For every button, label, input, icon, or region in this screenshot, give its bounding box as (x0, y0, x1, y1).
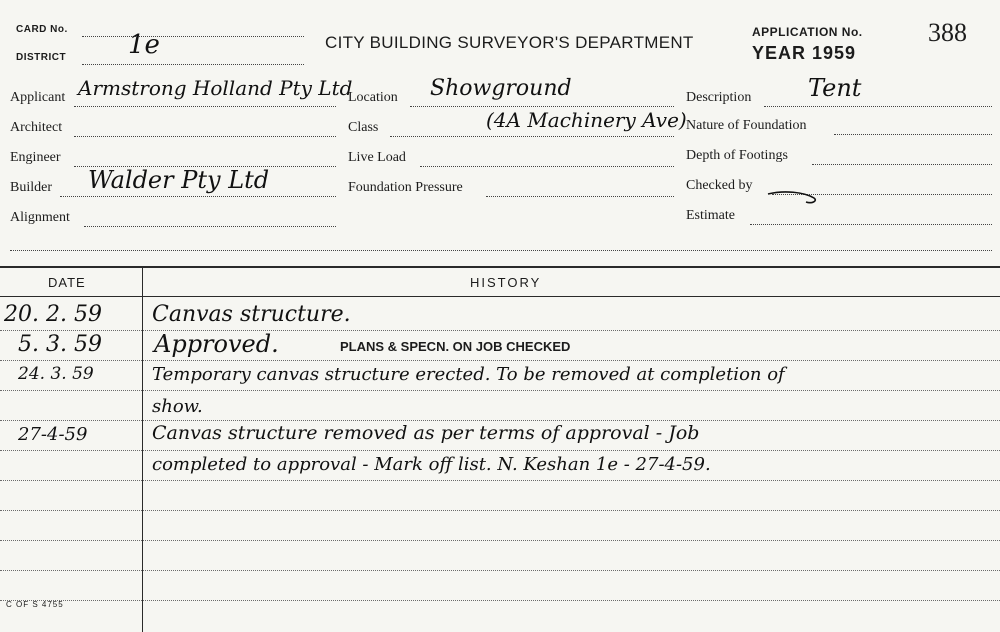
year-label: YEAR 1959 (752, 43, 857, 63)
history-date: 24. 3. 59 (18, 364, 94, 384)
nature-line (834, 134, 992, 135)
location-value: Showground (430, 76, 572, 101)
architect-line (74, 136, 336, 137)
applicant-value: Armstrong Holland Pty Ltd (78, 76, 353, 100)
class-label: Class (348, 120, 379, 135)
history-date: 27-4-59 (18, 424, 88, 445)
history-text: Approved. (154, 330, 279, 358)
applicant-label: Applicant (10, 90, 66, 105)
description-label: Description (686, 90, 752, 105)
nature-of-foundation-label: Nature of Foundation (686, 118, 807, 133)
history-text: Canvas structure removed as per terms of approval - Job (152, 422, 700, 444)
class-value: (4A Machinery Ave) (486, 108, 687, 132)
live-load-line (420, 166, 674, 167)
description-value: Tent (808, 74, 862, 102)
depth-of-footings-label: Depth of Footings (686, 148, 788, 163)
checked-by-label: Checked by (686, 178, 753, 193)
history-text-continued: show. (152, 396, 203, 417)
history-text: Canvas structure. (152, 302, 351, 327)
history-date: 5. 3. 59 (18, 332, 102, 357)
form-code: C OF S 4755 (6, 600, 64, 609)
estimate-line (750, 224, 992, 225)
engineer-label: Engineer (10, 150, 61, 165)
class-line (390, 136, 674, 137)
plans-checked-stamp: PLANS & SPECN. ON JOB CHECKED (340, 339, 571, 354)
fields-bottom-line (10, 250, 992, 251)
history-top-rule (0, 266, 1000, 268)
history-header-rule (0, 296, 1000, 297)
estimate-label: Estimate (686, 208, 735, 223)
live-load-label: Live Load (348, 150, 406, 165)
card-no-line (82, 36, 304, 37)
history-header: HISTORY (470, 275, 542, 290)
location-label: Location (348, 90, 398, 105)
card-no-label: CARD No. (16, 24, 68, 35)
architect-label: Architect (10, 120, 63, 135)
history-text-continued: completed to approval - Mark off list. N. Keshan 1e - 27-4-59. (152, 454, 711, 475)
depth-line (812, 164, 992, 165)
application-number: 388 (928, 18, 967, 47)
alignment-line (84, 226, 336, 227)
checked-by-squiggle (764, 186, 824, 208)
date-header: DATE (48, 275, 86, 290)
department-title: CITY BUILDING SURVEYOR'S DEPARTMENT (325, 33, 694, 52)
description-line (764, 106, 992, 107)
builder-line (60, 196, 336, 197)
location-line (410, 106, 674, 107)
district-label: DISTRICT (16, 52, 67, 63)
history-text: Temporary canvas structure erected. To be removed at completion of (152, 364, 785, 385)
district-value: 1e (128, 30, 160, 60)
district-line (82, 64, 304, 65)
alignment-label: Alignment (10, 210, 70, 225)
builder-label: Builder (10, 180, 52, 195)
foundation-pressure-label: Foundation Pressure (348, 180, 463, 195)
foundation-pressure-line (486, 196, 674, 197)
applicant-line (74, 106, 336, 107)
builder-value: Walder Pty Ltd (88, 166, 270, 194)
history-date: 20. 2. 59 (4, 302, 102, 327)
application-label: APPLICATION No. (752, 25, 863, 39)
